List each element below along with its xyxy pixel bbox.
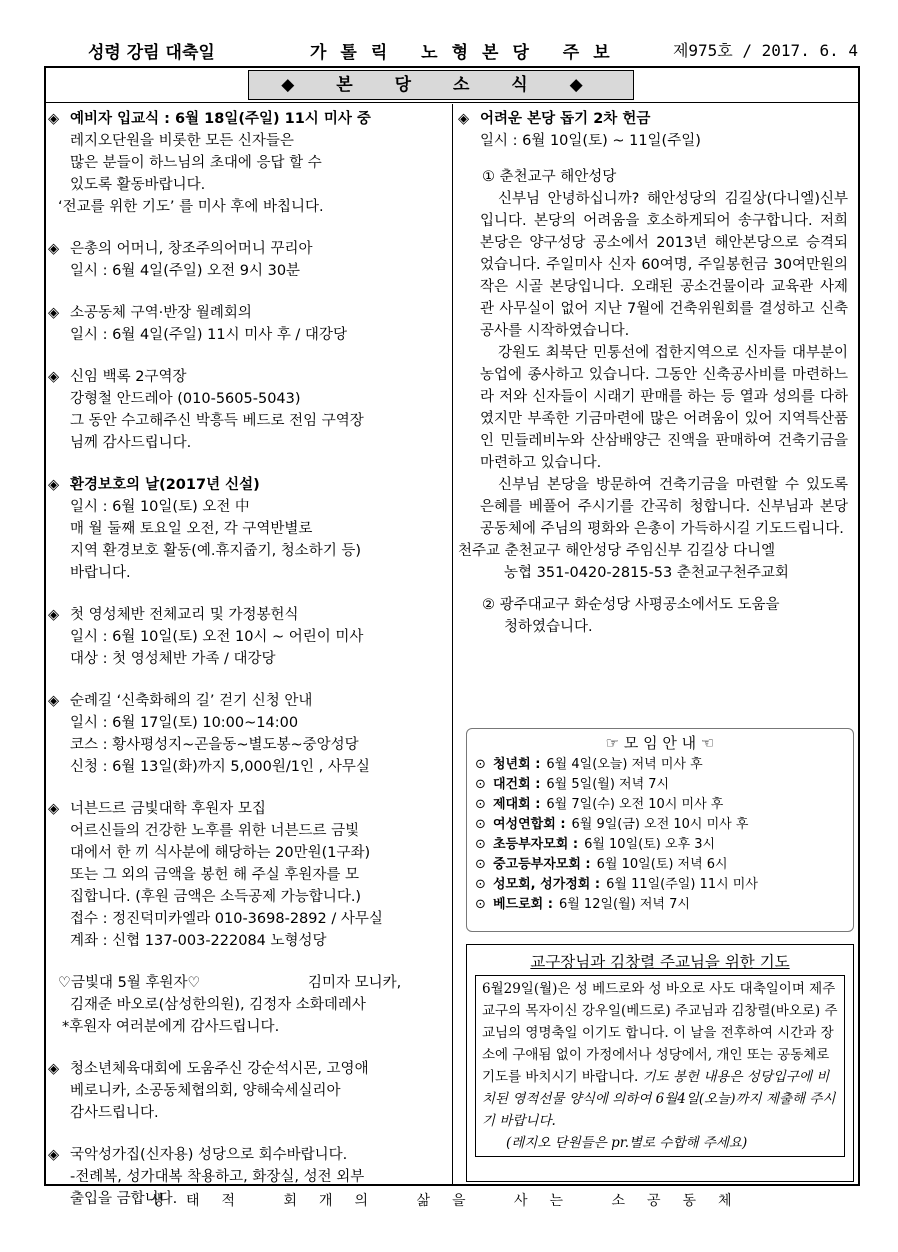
notice-title: ◈ 어려운 본당 돕기 2차 헌금: [458, 108, 856, 130]
notice-line: 접수 : 정진덕미카엘라 010-3698-2892 / 사무실: [70, 911, 383, 927]
notice-line: 지역 환경보호 활동(예.휴지줍기, 청소하기 등): [70, 543, 362, 559]
meeting-name: 청년회 :: [493, 757, 541, 772]
meeting-name: 여성연합회 :: [493, 817, 566, 832]
diamond-icon: ◈: [48, 369, 60, 385]
diamond-icon: ◈: [48, 1061, 60, 1077]
bulletin-title: 가톨릭 노형본당 주보: [310, 43, 624, 63]
meeting-time: 6월 4일(오늘) 저녁 미사 후: [546, 757, 703, 772]
meeting-row: [475, 775, 845, 795]
notice-line: 일시 : 6월 10일(토) 오전 中: [70, 499, 250, 515]
notice-line: 있도록 활동바랍니다.: [70, 177, 206, 193]
notice-title: [48, 798, 448, 820]
meeting-time: 6월 7일(수) 오전 10시 미사 후: [546, 797, 724, 812]
notice-line: 일시 : 6월 10일(토) 오전 10시 ~ 어린이 미사: [70, 629, 364, 645]
bullet-icon: ⊙: [475, 897, 486, 912]
prayer-box: [466, 944, 854, 1182]
notice-block: [48, 1058, 448, 1124]
notice-title-text: 너븐드르 금빛대학 후원자 모집: [70, 801, 266, 817]
prayer-body: 6월29일(월)은 성 베드로와 성 바오로 사도 대축일이며 제주교구의 목자이신 강우일(베드로) 주교님과 김창렬(바오로) 주교님의 영명축일 이기도 합니다. 이 날을 전후하여 시간과 장소에 구애됨 없이 가정에서나 성당에서, 개인 또는 공동체로 기도를 바치시기 바랍니다. 기도 봉헌 내용은 성당입구에 비치된 영적선물 양식에 의하여 6월4일(오늘)까지 제출해 주시기 바랍니다. (레지오 단원들은 pr.별로 수합해 주세요): [475, 975, 845, 1157]
donors-names: 김재준 바오로(삼성한의원), 김정자 소화데레사: [70, 997, 366, 1013]
meeting-time: 6월 10일(토) 오후 3시: [584, 837, 716, 852]
bullet-icon: ⊙: [475, 837, 486, 852]
donors-title: [48, 972, 448, 994]
prayer-note: (레지오 단원들은 pr.별로 수합해 주세요): [506, 1135, 748, 1151]
diamond-icon: ◈: [458, 111, 470, 127]
notice-line: ‘전교를 위한 기도’ 를 미사 후에 바칩니다.: [58, 199, 324, 215]
diamond-icon: ◈: [48, 801, 60, 817]
notice-title-text: 청소년체육대회에 도움주신 강순석시몬, 고영애: [70, 1061, 369, 1077]
notice-line: 님께 감사드립니다.: [70, 435, 192, 451]
meeting-time: 6월 5일(월) 저녁 7시: [546, 777, 670, 792]
meeting-name: 제대회 :: [493, 797, 541, 812]
bullet-icon: ⊙: [475, 857, 486, 872]
meeting-row: [475, 815, 845, 835]
prayer-title: 교구장님과 김창렬 주교님을 위한 기도: [530, 953, 790, 971]
notice-line: 일시 : 6월 4일(주일) 11시 미사 후 / 대강당: [70, 327, 347, 343]
notice-date: 일시 : 6월 10일(토) ~ 11일(주일): [480, 133, 701, 149]
notice-block: [48, 690, 448, 778]
bullet-icon: ⊙: [475, 757, 486, 772]
notice-line: 어르신들의 건강한 노후를 위한 너븐드르 금빛: [70, 823, 360, 839]
meeting-name: 베드로회 :: [493, 897, 553, 912]
notice-title: [48, 302, 448, 324]
notice-block: [48, 474, 448, 584]
notice-title-text: 환경보호의 날(2017년 신설): [70, 477, 260, 493]
notice-block: [48, 302, 448, 346]
meetings-title: ☞ 모 임 안 내 ☜: [605, 734, 715, 752]
left-column: [48, 108, 448, 1230]
notice-title-text: 예비자 입교식 : 6월 18일(주일) 11시 미사 중: [70, 111, 371, 127]
notice-line: 일시 : 6월 4일(주일) 오전 9시 30분: [70, 263, 301, 279]
meeting-name: 중고등부자모회 :: [493, 857, 591, 872]
notice-sub: ① 춘천교구 해안성당: [482, 169, 617, 185]
bullet-icon: ⊙: [475, 797, 486, 812]
page-header: [60, 38, 858, 66]
notice-title: [48, 1144, 448, 1166]
notice-block: [48, 238, 448, 282]
notice-title: [48, 366, 448, 388]
notice-sign: 천주교 춘천교구 해안성당 주임신부 김길상 다니엘: [458, 543, 776, 559]
notice-sub-cont: 청하였습니다.: [504, 619, 593, 635]
meeting-time: 6월 11일(주일) 11시 미사: [606, 877, 758, 892]
meeting-row: [475, 835, 845, 855]
donors-thanks: *후원자 여러분에게 감사드립니다.: [62, 1019, 280, 1035]
prayer-italic: 기도 봉헌 내용은 성당입구에 비치된 영적선물 양식에 의하여 6월4일(오늘)까지 제출해 주시기 바랍니다.: [482, 1069, 836, 1129]
notice-line: 바랍니다.: [70, 565, 131, 581]
notice-block: [48, 366, 448, 454]
right-column: [458, 108, 856, 638]
column-divider: [452, 104, 453, 1184]
notice-line: 일시 : 6월 17일(토) 10:00~14:00: [70, 715, 299, 731]
divider: [46, 102, 858, 103]
diamond-icon: ◈: [48, 477, 60, 493]
meeting-time: 6월 12일(월) 저녁 7시: [558, 897, 690, 912]
notice-title-text: 국악성가집(신자용) 성당으로 회수바랍니다.: [70, 1147, 348, 1163]
notice-line: 집합니다. (후원 금액은 소득공제 가능합니다.): [70, 889, 362, 905]
notice-line: 매 월 둘째 토요일 오전, 각 구역반별로: [70, 521, 313, 537]
issue-number: 제975호 / 2017. 6. 4: [672, 41, 858, 60]
meeting-time: 6월 10일(토) 저녁 6시: [596, 857, 728, 872]
feast-title: 성령 강림 대축일: [88, 43, 215, 63]
notice-line: 강형철 안드레아 (010-5605-5043): [70, 391, 301, 407]
diamond-icon: ◈: [48, 607, 60, 623]
notice-line: 또는 그 외의 금액을 봉헌 해 주실 후원자를 모: [70, 867, 359, 883]
notice-title-text: 순례길 ‘신축화해의 길’ 걷기 신청 안내: [70, 693, 313, 709]
notice-title: [48, 690, 448, 712]
meeting-name: 대건회 :: [493, 777, 541, 792]
meeting-name: 성모회, 성가정회 :: [493, 877, 601, 892]
diamond-icon: ◈: [48, 111, 60, 127]
notice-paragraph: 신부님 안녕하십니까? 해안성당의 김길상(다니엘)신부입니다. 본당의 어려움을 호소하게되어 송구합니다. 저희 본당은 양구성당 공소에서 2013년 해안본당으로 승격되었습니다. 주일미사 신자 60여명, 주일봉헌금 30여만원의 작은 시골 본당입니다. 오래된 공소건물이라 교육관 사제관 사무실이 없어 지난 7월에 건축위원회를 결성하고 신축공사를 시작하였습니다.: [480, 191, 848, 339]
meetings-box: [466, 728, 854, 932]
diamond-icon: ◈: [48, 1147, 60, 1163]
notice-title-text: 은총의 어머니, 창조주의어머니 꾸리아: [70, 241, 313, 257]
notice-sub: ② 광주대교구 화순성당 사평공소에서도 도움을: [482, 597, 780, 613]
notice-line: 감사드립니다.: [70, 1105, 159, 1121]
notice-line: 그 동안 수고해주신 박흥득 베드로 전임 구역장: [70, 413, 364, 429]
notice-title: [48, 1058, 448, 1080]
notice-line: 계좌 : 신협 137-003-222084 노형성당: [70, 933, 327, 949]
notice-line: 레지오단원을 비롯한 모든 신자들은: [70, 133, 294, 149]
notice-line: 대상 : 첫 영성체반 가족 / 대강당: [70, 651, 276, 667]
meeting-row: [475, 795, 845, 815]
notice-line: -전례복, 성가대복 착용하고, 화장실, 성전 외부: [70, 1169, 365, 1185]
donors-names: 김미자 모니카,: [308, 975, 402, 991]
notice-block: [48, 108, 448, 218]
notice-line: 대에서 한 끼 식사분에 해당하는 20만원(1구좌): [70, 845, 371, 861]
notice-paragraph: 신부님 본당을 방문하여 건축기금을 마련할 수 있도록 은혜를 베풀어 주시기를 간곡히 청합니다. 신부님과 본당 공동체에 주님의 평화와 은총이 가득하시길 기도드립니다.: [480, 477, 848, 537]
meeting-time: 6월 9일(금) 오전 10시 미사 후: [571, 817, 749, 832]
notice-title: [48, 108, 448, 130]
bullet-icon: ⊙: [475, 817, 486, 832]
notice-title: [48, 474, 448, 496]
notice-block: [48, 798, 448, 952]
notice-paragraph: 강원도 최북단 민통선에 접한지역으로 신자들 대부분이 농업에 종사하고 있습니다. 그동안 신축공사비를 마련하느라 저와 신자들이 시래기 판매를 하는 등 열과 성의를 다하였지만 부족한 기금마련에 많은 어려움이 있어 지역특산품인 민들레비누와 산삼배양근 진액을 판매하여 건축기금을 마련하고 있습니다.: [480, 345, 848, 471]
footer-motto: 생태적 회개의 삶을 사는 소공동체: [150, 1193, 754, 1209]
notice-title-text: 신임 백록 2구역장: [70, 369, 187, 385]
notice-title: [48, 238, 448, 260]
bullet-icon: ⊙: [475, 877, 486, 892]
notice-block: [48, 604, 448, 670]
notice-line: 베로니카, 소공동체협의회, 양해숙세실리아: [70, 1083, 341, 1099]
donors-block: [48, 972, 448, 1038]
meeting-row: [475, 875, 845, 895]
notice-line: 출입을 금합니다.: [70, 1191, 178, 1207]
notice-line: 많은 분들이 하느님의 초대에 응답 할 수: [70, 155, 322, 171]
notice-title-text: 첫 영성체반 전체교리 및 가정봉헌식: [70, 607, 299, 623]
diamond-icon: ◈: [48, 693, 60, 709]
diamond-icon: ◈: [48, 305, 60, 321]
donors-heading: ♡금빛대 5월 후원자♡: [58, 975, 201, 991]
notice-line: 신청 : 6월 13일(화)까지 5,000원/1인 , 사무실: [70, 759, 370, 775]
notice-title-text: 소공동체 구역·반장 월례회의: [70, 305, 252, 321]
notice-line: 코스 : 황사평성지~곤을동~별도봉~중앙성당: [70, 737, 359, 753]
meeting-row: [475, 755, 845, 775]
section-title: ◆ 본 당 소 식 ◆: [248, 70, 634, 100]
meeting-name: 초등부자모회 :: [493, 837, 579, 852]
meeting-row: [475, 895, 845, 915]
bullet-icon: ⊙: [475, 777, 486, 792]
diamond-icon: ◈: [48, 241, 60, 257]
meeting-row: [475, 855, 845, 875]
notice-account: 농협 351-0420-2815-53 춘천교구천주교회: [504, 565, 789, 581]
notice-title: [48, 604, 448, 626]
